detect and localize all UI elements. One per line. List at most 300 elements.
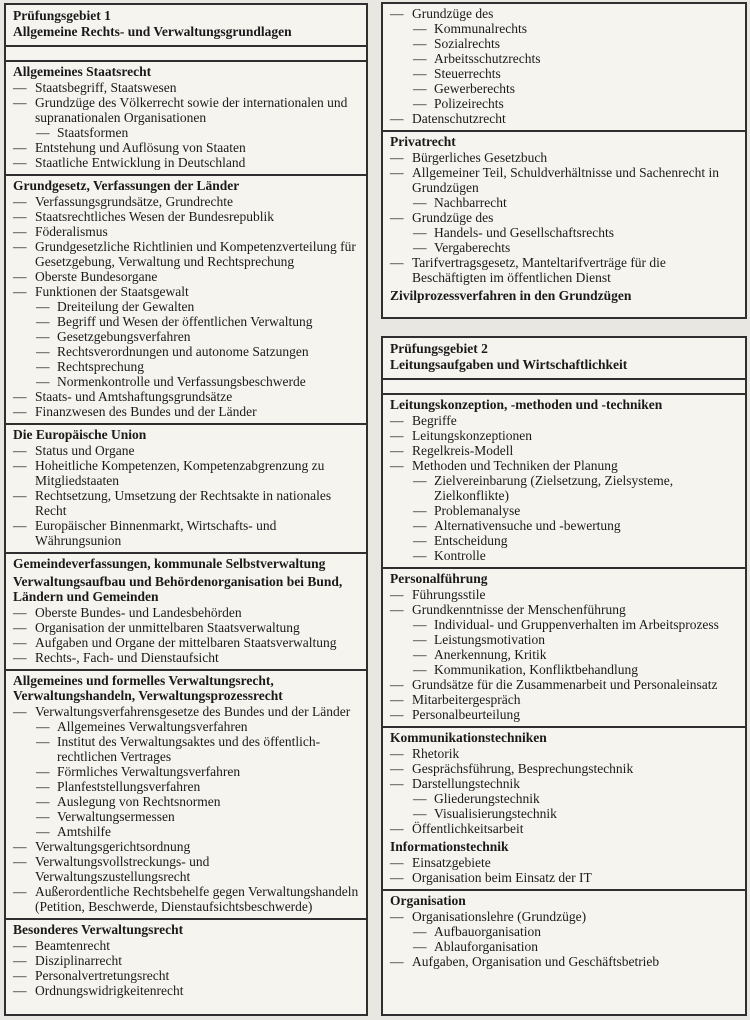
pruefungsgebiet-1-box	[4, 3, 368, 1016]
list-item-level-2	[413, 36, 740, 51]
dash-bullet: —	[13, 650, 27, 665]
title-spacer	[383, 380, 745, 395]
dash-bullet: —	[413, 81, 427, 96]
item-text: Rhetorik	[412, 746, 460, 761]
item-text: Gesetzgebungsverfahren	[57, 329, 191, 344]
list-item-level-1	[13, 140, 361, 155]
section-heading: Zivilprozessverfahren in den Grundzügen	[390, 288, 632, 303]
dash-bullet: —	[36, 344, 50, 359]
item-text: Staatsbegriff, Staatswesen	[35, 80, 177, 95]
section-heading: Informationstechnik	[390, 839, 509, 854]
syllabus-section	[6, 62, 366, 176]
dash-bullet: —	[13, 80, 27, 95]
item-text: Föderalismus	[35, 224, 108, 239]
list-item-level-2	[36, 299, 361, 314]
section-heading: Besonderes Verwaltungsrecht	[13, 922, 184, 937]
syllabus-section	[6, 920, 366, 1002]
list-item-level-1	[13, 620, 361, 635]
list-item-level-2	[36, 824, 361, 839]
dash-bullet: —	[413, 36, 427, 51]
item-text: Aufbauorganisation	[434, 924, 541, 939]
list-item-level-1	[390, 602, 740, 617]
list-item-level-2	[413, 81, 740, 96]
pruefungsgebiet-2-title	[383, 338, 745, 380]
title-spacer	[6, 47, 366, 62]
item-text: Grundzüge des	[412, 6, 494, 21]
section-heading: Leitungskonzeption, -methoden und -techniken	[390, 397, 663, 412]
dash-bullet: —	[36, 824, 50, 839]
list-item-level-1	[13, 488, 361, 518]
list-item-level-2	[413, 647, 740, 662]
syllabus-section	[383, 891, 745, 973]
dash-bullet: —	[413, 533, 427, 548]
item-text: Organisationslehre (Grundzüge)	[412, 909, 587, 924]
dash-bullet: —	[13, 968, 27, 983]
item-text: Regelkreis-Modell	[412, 443, 514, 458]
dash-bullet: —	[413, 503, 427, 518]
section-heading: Allgemeines und formelles Verwaltungsrecht, Verwaltungshandeln, Verwaltungsprozessrecht	[13, 673, 283, 703]
dash-bullet: —	[13, 155, 27, 170]
dash-bullet: —	[413, 473, 427, 488]
list-item-level-1	[390, 443, 740, 458]
list-item-level-1	[390, 111, 740, 126]
list-item-level-2	[36, 779, 361, 794]
list-item-level-2	[413, 473, 740, 503]
item-text: Dreiteilung der Gewalten	[57, 299, 195, 314]
list-item-level-2	[413, 791, 740, 806]
item-text: Disziplinarrecht	[35, 953, 122, 968]
list-item-level-2	[413, 924, 740, 939]
list-item-level-1	[13, 650, 361, 665]
dash-bullet: —	[13, 884, 27, 899]
title-line: Leitungsaufgaben und Wirtschaftlichkeit	[390, 357, 628, 372]
list-item-level-2	[413, 503, 740, 518]
item-text: Zielvereinbarung (Zielsetzung, Zielsysteme, Zielkonflikte)	[434, 473, 674, 503]
item-text: Mitarbeitergespräch	[412, 692, 521, 707]
list-item-level-2	[36, 359, 361, 374]
item-text: Förmliches Verwaltungsverfahren	[57, 764, 241, 779]
section-heading: Organisation	[390, 893, 466, 908]
list-item-level-1	[13, 938, 361, 953]
item-text: Arbeitsschutzrechts	[434, 51, 541, 66]
dash-bullet: —	[36, 719, 50, 734]
section-heading: Gemeindeverfassungen, kommunale Selbstverwaltung	[13, 556, 326, 571]
dash-bullet: —	[36, 329, 50, 344]
list-item-level-2	[413, 96, 740, 111]
list-item-level-2	[36, 329, 361, 344]
item-text: Steuerrechts	[434, 66, 501, 81]
item-text: Grundgesetzliche Richtlinien und Kompetenzverteilung für Gesetzgebung, Verwaltung und Rechtsprechung	[35, 239, 356, 269]
dash-bullet: —	[413, 96, 427, 111]
list-item-level-1	[13, 80, 361, 95]
item-text: Polizeirechts	[434, 96, 504, 111]
dash-bullet: —	[390, 870, 404, 885]
list-item-level-1	[390, 255, 740, 285]
item-text: Organisation der unmittelbaren Staatsverwaltung	[35, 620, 300, 635]
list-item-level-2	[413, 806, 740, 821]
item-text: Ablauforganisation	[434, 939, 538, 954]
item-text: Planfeststellungsverfahren	[57, 779, 201, 794]
list-item-level-2	[413, 240, 740, 255]
item-text: Auslegung von Rechtsnormen	[57, 794, 221, 809]
list-item-level-2	[413, 632, 740, 647]
item-text: Vergaberechts	[434, 240, 511, 255]
list-item-level-1	[13, 443, 361, 458]
item-text: Finanzwesen des Bundes und der Länder	[35, 404, 257, 419]
dash-bullet: —	[413, 791, 427, 806]
dash-bullet: —	[13, 518, 27, 533]
item-text: Entscheidung	[434, 533, 508, 548]
list-item-level-1	[390, 954, 740, 969]
dash-bullet: —	[13, 209, 27, 224]
dash-bullet: —	[413, 518, 427, 533]
list-item-level-1	[390, 776, 740, 791]
item-text: Bürgerliches Gesetzbuch	[412, 150, 548, 165]
dash-bullet: —	[390, 602, 404, 617]
item-text: Institut des Verwaltungsaktes und des öffentlich-rechtlichen Vertrages	[57, 734, 321, 764]
item-text: Ordnungswidrigkeitenrecht	[35, 983, 184, 998]
list-item-level-2	[413, 225, 740, 240]
section-heading: Personalführung	[390, 571, 488, 586]
list-item-level-2	[36, 314, 361, 329]
list-item-level-1	[390, 855, 740, 870]
item-text: Allgemeines Verwaltungsverfahren	[57, 719, 248, 734]
dash-bullet: —	[13, 443, 27, 458]
list-item-level-1	[390, 870, 740, 885]
list-item-level-1	[13, 389, 361, 404]
dash-bullet: —	[36, 374, 50, 389]
dash-bullet: —	[13, 488, 27, 503]
item-text: Gewerberechts	[434, 81, 515, 96]
dash-bullet: —	[390, 428, 404, 443]
dash-bullet: —	[36, 359, 50, 374]
list-item-level-1	[13, 968, 361, 983]
list-item-level-2	[413, 51, 740, 66]
item-text: Begriffe	[412, 413, 457, 428]
syllabus-section	[6, 671, 366, 920]
list-item-level-1	[390, 428, 740, 443]
item-text: Oberste Bundes- und Landesbehörden	[35, 605, 242, 620]
pruefungsgebiet-1-title	[6, 5, 366, 47]
dash-bullet: —	[13, 284, 27, 299]
item-text: Staatsrechtliches Wesen der Bundesrepublik	[35, 209, 274, 224]
dash-bullet: —	[36, 779, 50, 794]
dash-bullet: —	[413, 21, 427, 36]
item-text: Leistungsmotivation	[434, 632, 545, 647]
list-item-level-1	[13, 155, 361, 170]
item-text: Verwaltungsvollstreckungs- und Verwaltungszustellungsrecht	[35, 854, 210, 884]
syllabus-section	[383, 132, 745, 307]
item-text: Individual- und Gruppenverhalten im Arbeitsprozess	[434, 617, 719, 632]
section-heading: Kommunikationstechniken	[390, 730, 547, 745]
item-text: Begriff und Wesen der öffentlichen Verwaltung	[57, 314, 313, 329]
dash-bullet: —	[13, 605, 27, 620]
section-heading: Verwaltungsaufbau und Behördenorganisation bei Bund, Ländern und Gemeinden	[13, 574, 343, 604]
list-item-level-1	[390, 6, 740, 21]
list-item-level-2	[413, 548, 740, 563]
dash-bullet: —	[413, 632, 427, 647]
item-text: Rechtsverordnungen und autonome Satzungen	[57, 344, 309, 359]
dash-bullet: —	[413, 939, 427, 954]
item-text: Nachbarrecht	[434, 195, 507, 210]
item-text: Staatsformen	[57, 125, 129, 140]
item-text: Handels- und Gesellschaftsrechts	[434, 225, 614, 240]
syllabus-section	[383, 395, 745, 569]
dash-bullet: —	[13, 635, 27, 650]
item-text: Organisation beim Einsatz der IT	[412, 870, 592, 885]
dash-bullet: —	[13, 953, 27, 968]
dash-bullet: —	[36, 314, 50, 329]
dash-bullet: —	[36, 809, 50, 824]
item-text: Grundzüge des	[412, 210, 494, 225]
list-item-level-2	[36, 809, 361, 824]
dash-bullet: —	[13, 983, 27, 998]
dash-bullet: —	[390, 255, 404, 270]
syllabus-section	[6, 176, 366, 425]
dash-bullet: —	[36, 764, 50, 779]
dash-bullet: —	[390, 458, 404, 473]
section-heading: Grundgesetz, Verfassungen der Länder	[13, 178, 240, 193]
right-bottom-sections	[383, 395, 745, 973]
item-text: Aufgaben und Organe der mittelbaren Staatsverwaltung	[35, 635, 337, 650]
item-text: Staats- und Amtshaftungsgrundsätze	[35, 389, 233, 404]
dash-bullet: —	[413, 617, 427, 632]
item-text: Verwaltungsverfahrensgesetze des Bundes und der Länder	[35, 704, 351, 719]
item-text: Tarifvertragsgesetz, Manteltarifverträge für die Beschäftigten im öffentlichen Dienst	[412, 255, 666, 285]
list-item-level-1	[390, 165, 740, 195]
dash-bullet: —	[390, 707, 404, 722]
dash-bullet: —	[13, 938, 27, 953]
item-text: Personalvertretungsrecht	[35, 968, 170, 983]
item-text: Hoheitliche Kompetenzen, Kompetenzabgrenzung zu Mitgliedstaaten	[35, 458, 325, 488]
list-item-level-2	[413, 21, 740, 36]
title-line: Prüfungsgebiet 2	[390, 341, 488, 356]
list-item-level-1	[13, 983, 361, 998]
dash-bullet: —	[13, 854, 27, 869]
item-text: Aufgaben, Organisation und Geschäftsbetrieb	[412, 954, 660, 969]
item-text: Alternativensuche und -bewertung	[434, 518, 621, 533]
dash-bullet: —	[390, 6, 404, 21]
list-item-level-2	[413, 66, 740, 81]
item-text: Kommunalrechts	[434, 21, 527, 36]
dash-bullet: —	[13, 404, 27, 419]
list-item-level-1	[390, 458, 740, 473]
dash-bullet: —	[13, 458, 27, 473]
list-item-level-1	[13, 239, 361, 269]
pruefungsgebiet-2-box	[381, 336, 747, 1016]
dash-bullet: —	[413, 806, 427, 821]
list-item-level-1	[390, 413, 740, 428]
right-top-sections	[383, 4, 745, 307]
dash-bullet: —	[36, 125, 50, 140]
list-item-level-2	[413, 518, 740, 533]
dash-bullet: —	[413, 548, 427, 563]
dash-bullet: —	[413, 240, 427, 255]
list-item-level-2	[36, 125, 361, 140]
dash-bullet: —	[36, 734, 50, 749]
dash-bullet: —	[390, 150, 404, 165]
item-text: Rechtsprechung	[57, 359, 144, 374]
list-item-level-2	[36, 794, 361, 809]
item-text: Einsatzgebiete	[412, 855, 491, 870]
item-text: Gliederungstechnik	[434, 791, 540, 806]
item-text: Sozialrechts	[434, 36, 500, 51]
dash-bullet: —	[13, 839, 27, 854]
list-item-level-1	[13, 953, 361, 968]
list-item-level-1	[390, 821, 740, 836]
dash-bullet: —	[413, 647, 427, 662]
list-item-level-1	[13, 284, 361, 299]
list-item-level-1	[390, 150, 740, 165]
syllabus-section	[6, 554, 366, 671]
item-text: Status und Organe	[35, 443, 135, 458]
item-text: Datenschutzrecht	[412, 111, 506, 126]
dash-bullet: —	[390, 855, 404, 870]
item-text: Problemanalyse	[434, 503, 521, 518]
dash-bullet: —	[390, 821, 404, 836]
dash-bullet: —	[13, 194, 27, 209]
list-item-level-1	[13, 854, 361, 884]
dash-bullet: —	[13, 389, 27, 404]
list-item-level-1	[13, 458, 361, 488]
item-text: Außerordentliche Rechtsbehelfe gegen Verwaltungshandeln (Petition, Beschwerde, Dienstaufsichtsbeschwerde)	[35, 884, 359, 914]
list-item-level-1	[13, 404, 361, 419]
pruefungsgebiet-1-continuation-box	[381, 2, 747, 319]
item-text: Rechtsetzung, Umsetzung der Rechtsakte in nationales Recht	[35, 488, 332, 518]
dash-bullet: —	[390, 692, 404, 707]
list-item-level-1	[13, 635, 361, 650]
item-text: Kontrolle	[434, 548, 486, 563]
dash-bullet: —	[13, 224, 27, 239]
list-item-level-1	[390, 677, 740, 692]
list-item-level-2	[36, 344, 361, 359]
dash-bullet: —	[413, 195, 427, 210]
dash-bullet: —	[13, 140, 27, 155]
list-item-level-2	[413, 939, 740, 954]
item-text: Oberste Bundesorgane	[35, 269, 158, 284]
list-item-level-1	[13, 704, 361, 719]
list-item-level-1	[390, 587, 740, 602]
syllabus-section	[383, 569, 745, 728]
list-item-level-1	[13, 269, 361, 284]
item-text: Anerkennung, Kritik	[434, 647, 547, 662]
list-item-level-2	[413, 533, 740, 548]
list-item-level-1	[390, 909, 740, 924]
dash-bullet: —	[390, 443, 404, 458]
dash-bullet: —	[390, 165, 404, 180]
dash-bullet: —	[13, 239, 27, 254]
dash-bullet: —	[13, 269, 27, 284]
item-text: Allgemeiner Teil, Schuldverhältnisse und Sachenrecht in Grundzügen	[412, 165, 719, 195]
list-item-level-2	[36, 374, 361, 389]
list-item-level-2	[36, 719, 361, 734]
dash-bullet: —	[390, 909, 404, 924]
list-item-level-1	[390, 210, 740, 225]
item-text: Gesprächsführung, Besprechungstechnik	[412, 761, 634, 776]
dash-bullet: —	[390, 587, 404, 602]
list-item-level-2	[36, 734, 361, 764]
dash-bullet: —	[413, 66, 427, 81]
list-item-level-1	[13, 839, 361, 854]
dash-bullet: —	[390, 111, 404, 126]
dash-bullet: —	[13, 95, 27, 110]
section-heading: Allgemeines Staatsrecht	[13, 64, 152, 79]
item-text: Grundsätze für die Zusammenarbeit und Personaleinsatz	[412, 677, 718, 692]
item-text: Verfassungsgrundsätze, Grundrechte	[35, 194, 233, 209]
left-sections	[6, 62, 366, 1002]
item-text: Entstehung und Auflösung von Staaten	[35, 140, 246, 155]
syllabus-section	[383, 4, 745, 132]
list-item-level-1	[390, 707, 740, 722]
dash-bullet: —	[413, 924, 427, 939]
item-text: Grundkenntnisse der Menschenführung	[412, 602, 626, 617]
item-text: Staatliche Entwicklung in Deutschland	[35, 155, 246, 170]
section-heading: Privatrecht	[390, 134, 456, 149]
dash-bullet: —	[413, 225, 427, 240]
section-heading: Die Europäische Union	[13, 427, 147, 442]
dash-bullet: —	[390, 746, 404, 761]
title-line: Prüfungsgebiet 1	[13, 8, 111, 23]
item-text: Funktionen der Staatsgewalt	[35, 284, 189, 299]
dash-bullet: —	[13, 704, 27, 719]
item-text: Europäischer Binnenmarkt, Wirtschafts- und Währungsunion	[35, 518, 277, 548]
item-text: Leitungskonzeptionen	[412, 428, 532, 443]
item-text: Methoden und Techniken der Planung	[412, 458, 618, 473]
item-text: Verwaltungsgerichtsordnung	[35, 839, 191, 854]
syllabus-section	[6, 425, 366, 554]
list-item-level-1	[390, 761, 740, 776]
dash-bullet: —	[413, 662, 427, 677]
list-item-level-1	[13, 224, 361, 239]
list-item-level-2	[36, 764, 361, 779]
dash-bullet: —	[390, 677, 404, 692]
item-text: Personalbeurteilung	[412, 707, 520, 722]
item-text: Öffentlichkeitsarbeit	[412, 821, 524, 836]
list-item-level-1	[13, 884, 361, 914]
list-item-level-2	[413, 617, 740, 632]
dash-bullet: —	[13, 620, 27, 635]
dash-bullet: —	[390, 210, 404, 225]
list-item-level-1	[13, 209, 361, 224]
syllabus-section	[383, 728, 745, 891]
list-item-level-1	[13, 605, 361, 620]
dash-bullet: —	[36, 794, 50, 809]
dash-bullet: —	[413, 51, 427, 66]
list-item-level-1	[390, 746, 740, 761]
list-item-level-1	[13, 95, 361, 125]
item-text: Führungsstile	[412, 587, 486, 602]
list-item-level-2	[413, 195, 740, 210]
item-text: Verwaltungsermessen	[57, 809, 175, 824]
item-text: Beamtenrecht	[35, 938, 110, 953]
dash-bullet: —	[390, 954, 404, 969]
item-text: Visualisierungstechnik	[434, 806, 557, 821]
item-text: Amtshilfe	[57, 824, 111, 839]
item-text: Grundzüge des Völkerrecht sowie der internationalen und supranationalen Organisationen	[35, 95, 348, 125]
item-text: Kommunikation, Konfliktbehandlung	[434, 662, 638, 677]
dash-bullet: —	[390, 761, 404, 776]
list-item-level-1	[13, 194, 361, 209]
item-text: Rechts-, Fach- und Dienstaufsicht	[35, 650, 219, 665]
item-text: Normenkontrolle und Verfassungsbeschwerde	[57, 374, 306, 389]
dash-bullet: —	[36, 299, 50, 314]
list-item-level-2	[413, 662, 740, 677]
title-line: Allgemeine Rechts- und Verwaltungsgrundlagen	[13, 24, 292, 39]
dash-bullet: —	[390, 776, 404, 791]
dash-bullet: —	[390, 413, 404, 428]
list-item-level-1	[390, 692, 740, 707]
list-item-level-1	[13, 518, 361, 548]
